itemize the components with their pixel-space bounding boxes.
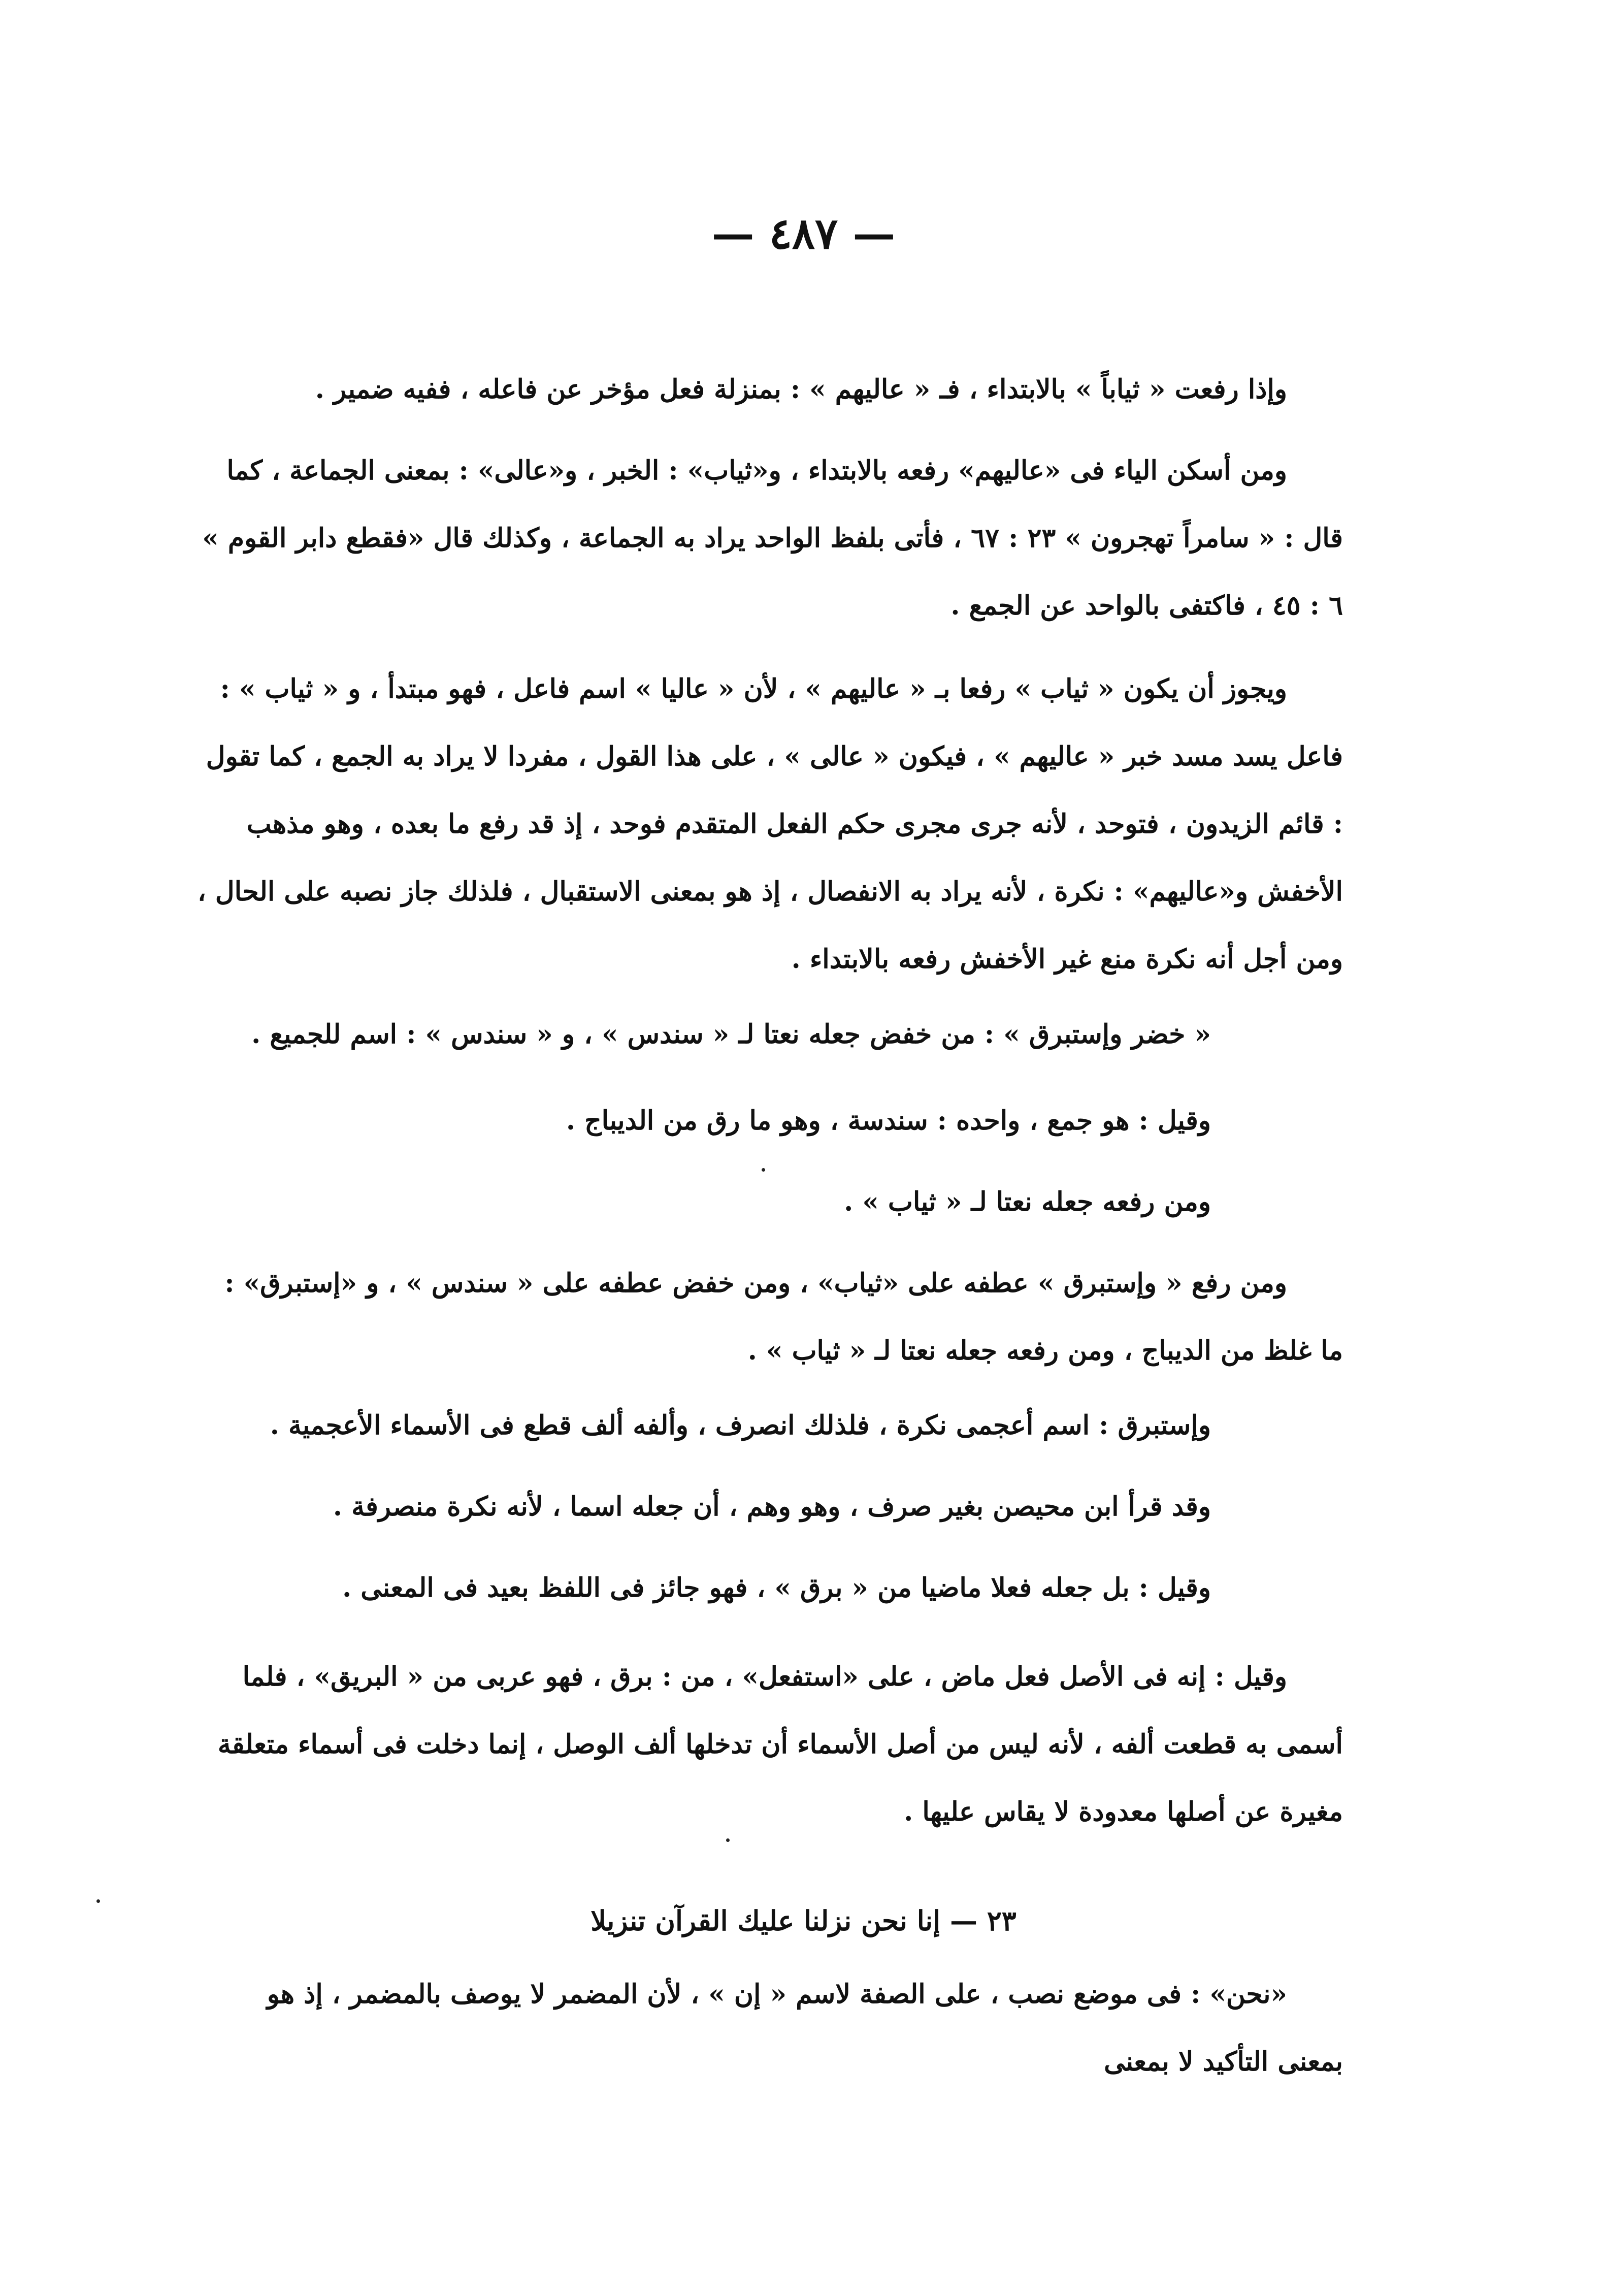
paragraph-4: « خضر وإستبرق » : من خفض جعله نعتا لـ « سندس » ، و « سندس » : اسم للجميع . <box>251 1019 1211 1050</box>
paragraph-10: وقيل : بل جعله فعلا ماضيا من « برق » ، فهو جائز فى اللفظ بعيد فى المعنى . <box>342 1572 1211 1603</box>
paragraph-9: وقد قرأ ابن محيصن بغير صرف ، وهو وهم ، أن جعله اسما ، لأنه نكرة منصرفة . <box>333 1491 1211 1522</box>
paragraph-1: وإذا رفعت « ثياباً » بالابتداء ، فـ « عاليهم » : بمنزلة فعل مؤخر عن فاعله ، ففيه ضمير . <box>315 374 1287 405</box>
paragraph-5: وقيل : هو جمع ، واحده : سندسة ، وهو ما رق من الديباج . <box>566 1105 1211 1136</box>
scan-speck <box>726 1838 730 1842</box>
paragraph-11: وقيل : إنه فى الأصل فعل ماض ، على «استفعل» ، من : برق ، فهو عربى من « البريق» ، فلما أسمى به قطعت ألفه ، لأنه ليس من أصل الأسماء أن تدخلها ألف الوصل ، إنما دخلت فى أسماء متعلقة مغيرة عن أصلها معدودة لا يقاس عليها . <box>217 1661 1343 1827</box>
scan-speck <box>762 1168 765 1172</box>
paragraph-8: وإستبرق : اسم أعجمى نكرة ، فلذلك انصرف ، وألفه ألف قطع فى الأسماء الأعجمية . <box>270 1410 1211 1441</box>
verse-heading: ٢٣ — إنا نحن نزلنا عليك القرآن تنزيلا <box>591 1904 1016 1937</box>
paragraph-7: ومن رفع « وإستبرق » عطفه على «ثياب» ، ومن خفض عطفه على « سندس » ، و «إستبرق» : ما غلظ من الديباج ، ومن رفعه جعله نعتا لـ « ثياب » . <box>224 1268 1343 1366</box>
paragraph-6: ومن رفعه جعله نعتا لـ « ثياب » . <box>844 1186 1211 1217</box>
paragraph-2: ومن أسكن الياء فى «عاليهم» رفعه بالابتداء ، و«ثياب» : الخبر ، و«عالى» : بمعنى الجماعة ، كما قال : « سامراً تهجرون » ٢٣ : ٦٧ ، فأتى بلفظ الواحد يراد به الجماعة ، وكذلك قال «فقطع دابر القوم » ٦ : ٤٥ ، فاكتفى بالواحد عن الجمع . <box>202 455 1343 621</box>
scan-speck <box>96 1899 100 1903</box>
paragraph-3: ويجوز أن يكون « ثياب » رفعا بـ « عاليهم » ، لأن « عاليا » اسم فاعل ، فهو مبتدأ ، و « ثياب » : فاعل يسد مسد خبر « عاليهم » ، فيكون « عالى » ، على هذا القول ، مفردا لا يراد به الجمع ، كما تقول : قائم الزيدون ، فتوحد ، لأنه جرى مجرى حكم الفعل المتقدم فوحد ، إذ قد رفع ما بعده ، وهو مذهب الأخفش و«عاليهم» : نكرة ، لأنه يراد به الانفصال ، إذ هو بمعنى الاستقبال ، فلذلك جاز نصبه على الحال ، ومن أجل أنه نكرة منع غير الأخفش رفعه بالابتداء . <box>197 673 1343 975</box>
page-number: — ٤٨٧ — <box>711 208 896 258</box>
paragraph-12: «نحن» : فى موضع نصب ، على الصفة لاسم « إن » ، لأن المضمر لا يوصف بالمضمر ، إذ هو بمعنى التأكيد لا بمعنى <box>267 1979 1343 2077</box>
